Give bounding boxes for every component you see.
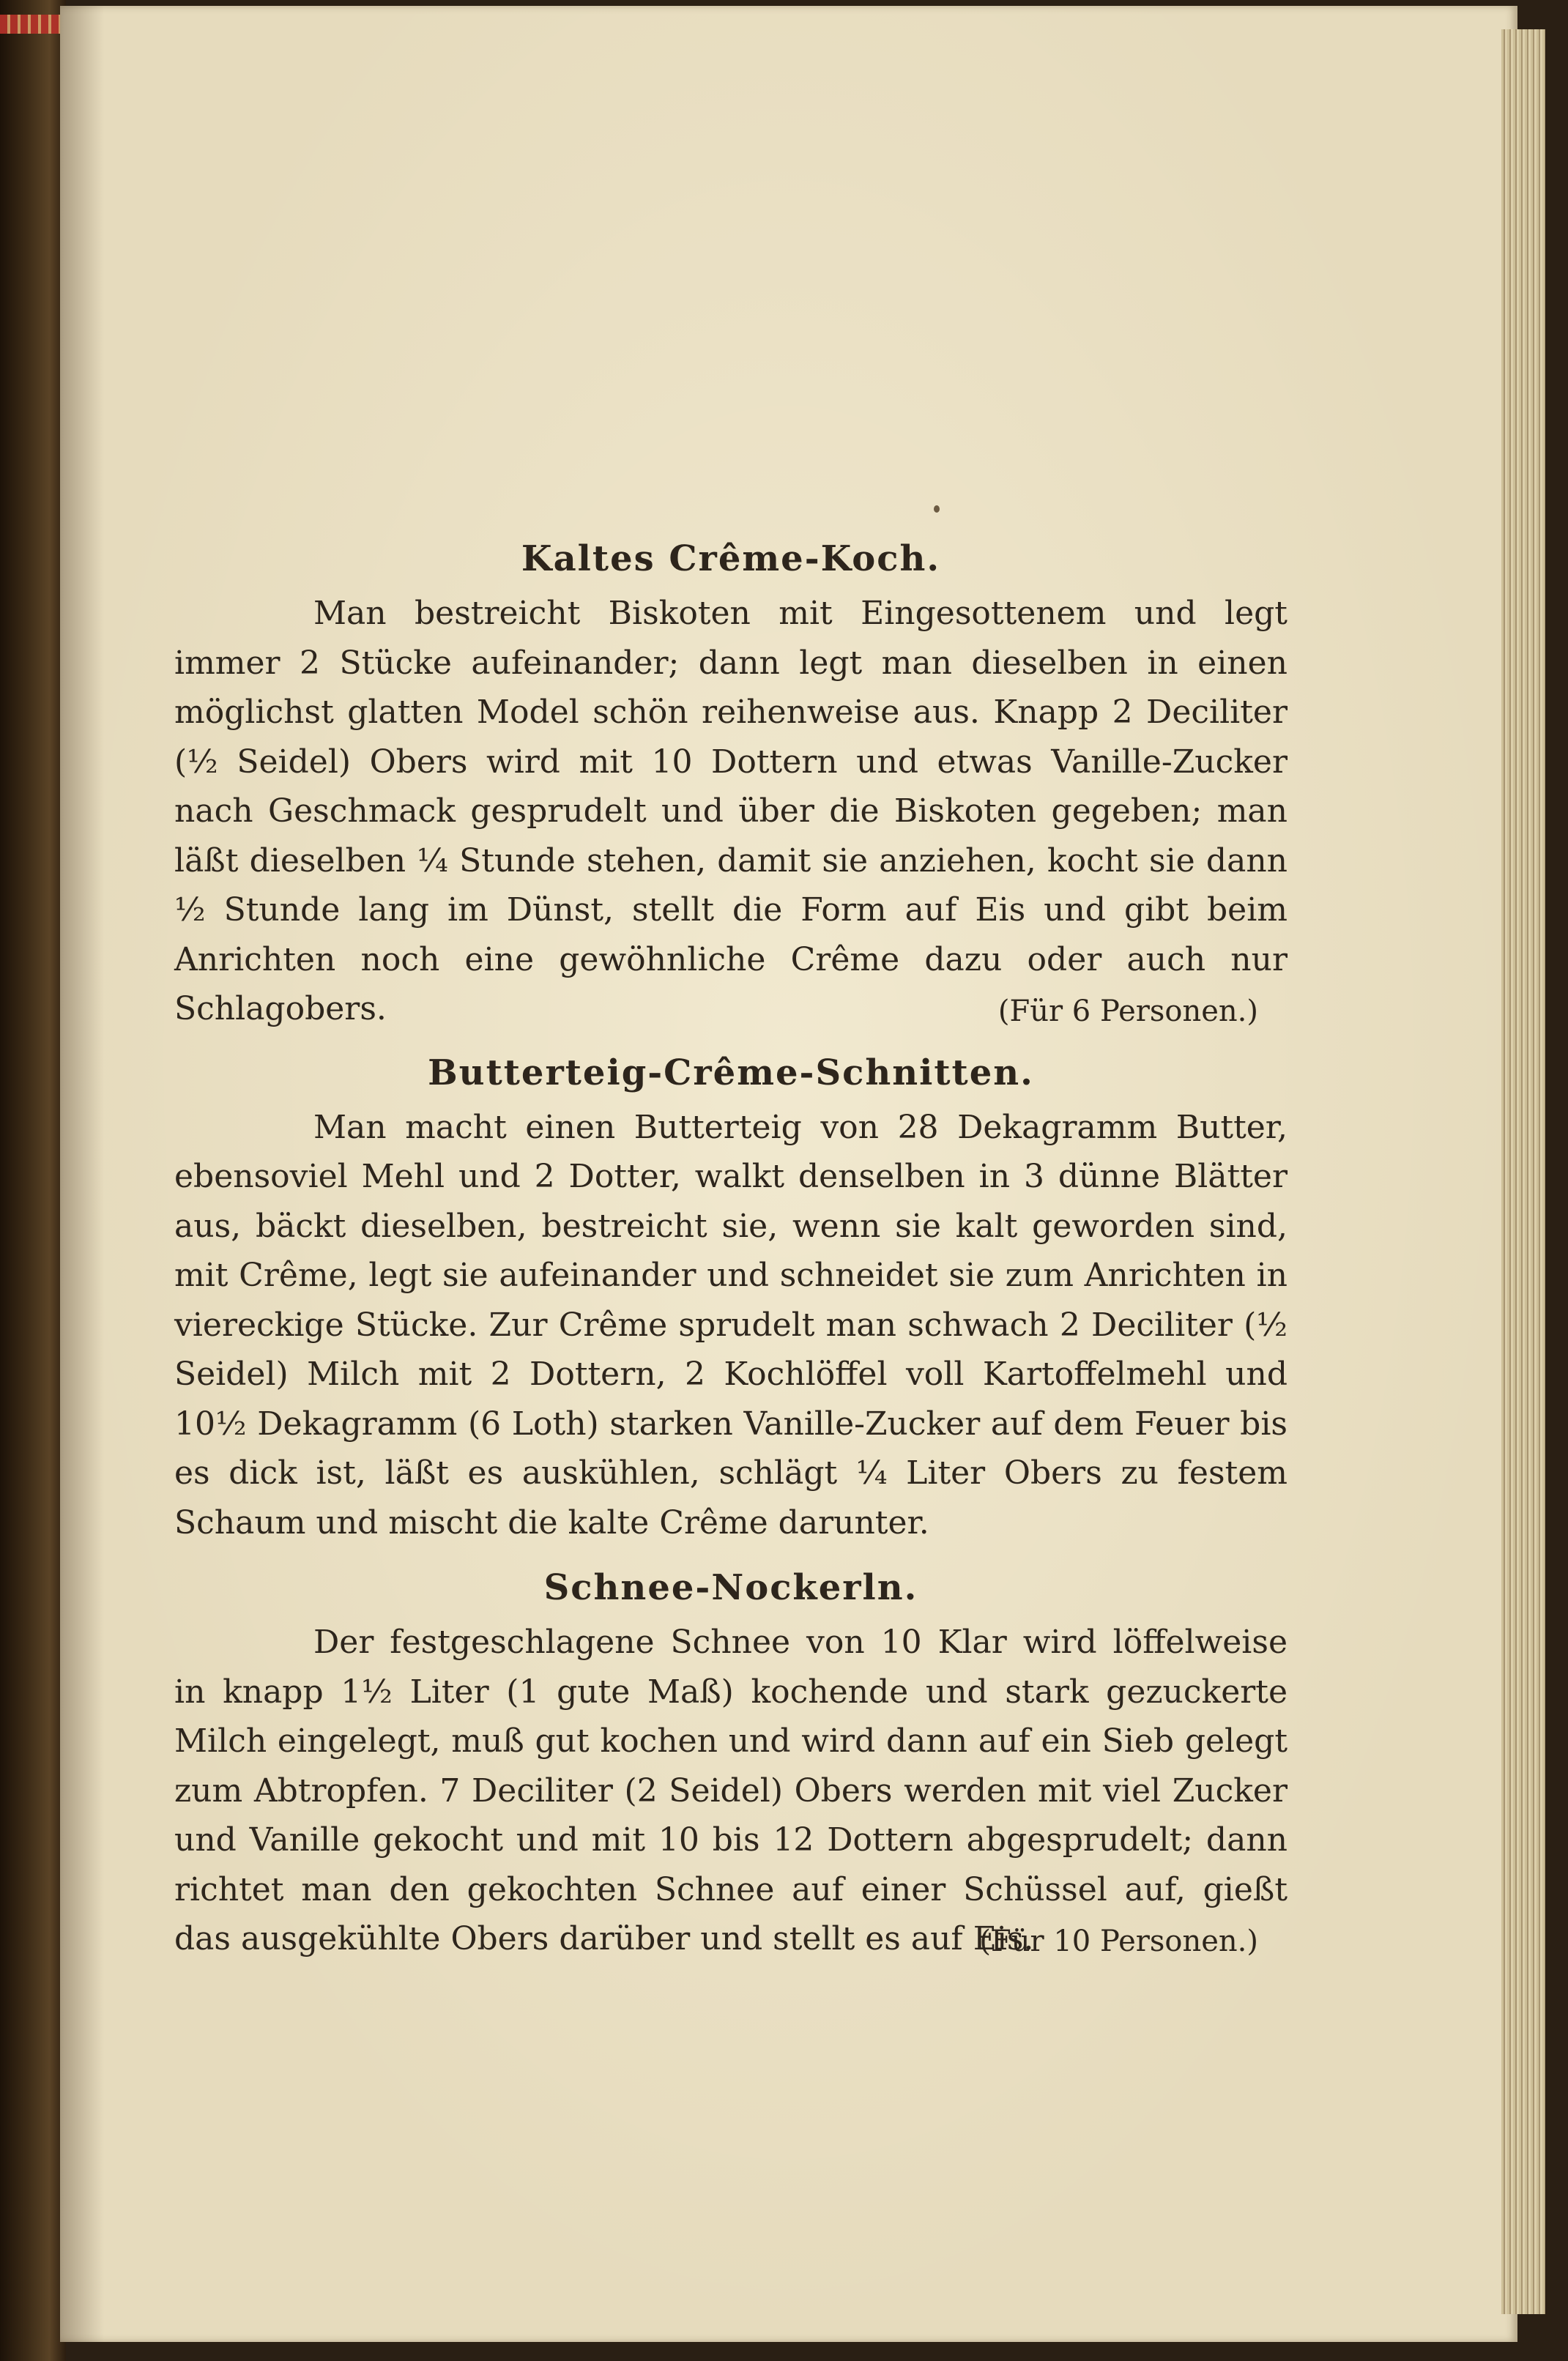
recipe-text: Man macht einen Butterteig von 28 Dekagramm Butter, ebensoviel Mehl und 2 Dotter, walkt denselben in 3 dünne Blätter aus, bäckt dieselben, bestreicht sie, wenn sie kalt geworden sind, mit Crême, legt sie aufeinander und schneidet sie zum Anrichten in viereckige Stücke. Zur Crême sprudelt man schwach 2 Deciliter (½ Seidel) Milch mit 2 Dottern, 2 Kochlöffel voll Kartoffelmehl und 10½ Dekagramm (6 Loth) starken Vanille-Zucker auf dem Feuer bis es dick ist, läßt es auskühlen, schlägt ¼ Liter Obers zu festem Schaum und mischt die kalte Crême darunter.	[174, 1108, 1288, 1542]
recipe-servings: (Für 10 Personen.)	[979, 1924, 1258, 1958]
recipe-title: Schnee-Nockerln.	[543, 1567, 918, 1608]
recipe-butterteig-creme-schnitten	[174, 1049, 1288, 1548]
left-page-marbled-edge	[0, 15, 60, 34]
recipe-text: Der festgeschlagene Schnee von 10 Klar wird löffelweise in knapp 1½ Liter (1 gute Maß) kochende und stark gezuckerte Milch eingelegt, muß gut kochen und wird dann auf ein Sieb gelegt zum Abtropfen. 7 Deciliter (2 Seidel) Obers werden mit viel Zucker und Vanille gekocht und mit 10 bis 12 Dottern abgesprudelt; dann richtet man den gekochten Schnee auf einer Schüssel auf, gießt das ausgekühlte Obers darüber und stellt es auf Eis.	[174, 1624, 1288, 1957]
left-page-edge	[0, 0, 66, 2361]
recipe-schnee-nockerln	[174, 1564, 1288, 1963]
ink-spot	[934, 505, 940, 513]
page-stack-edges	[1501, 29, 1545, 2314]
recipe-title: Kaltes Crême-Koch.	[521, 538, 941, 579]
recipe-text: Man bestreicht Biskoten mit Eingesottenem und legt immer 2 Stücke aufeinander; dann legt man dieselben in einen möglichst glatten Model schön reihenweise aus. Knapp 2 Deciliter (½ Seidel) Obers wird mit 10 Dottern und etwas Vanille-Zucker nach Geschmack gesprudelt und über die Biskoten gegeben; man läßt dieselben ¼ Stunde stehen, damit sie anziehen, kocht sie dann ½ Stunde lang im Dünst, stellt die Form auf Eis und gibt beim Anrichten noch eine gewöhnliche Crême dazu oder auch nur Schlagobers.	[174, 595, 1288, 1027]
page-content	[174, 513, 1288, 1979]
recipe-title: Butterteig-Crême-Schnitten.	[428, 1052, 1034, 1093]
recipe-kaltes-creme-koch	[174, 535, 1288, 1033]
recipe-servings: (Für 6 Personen.)	[997, 994, 1258, 1028]
